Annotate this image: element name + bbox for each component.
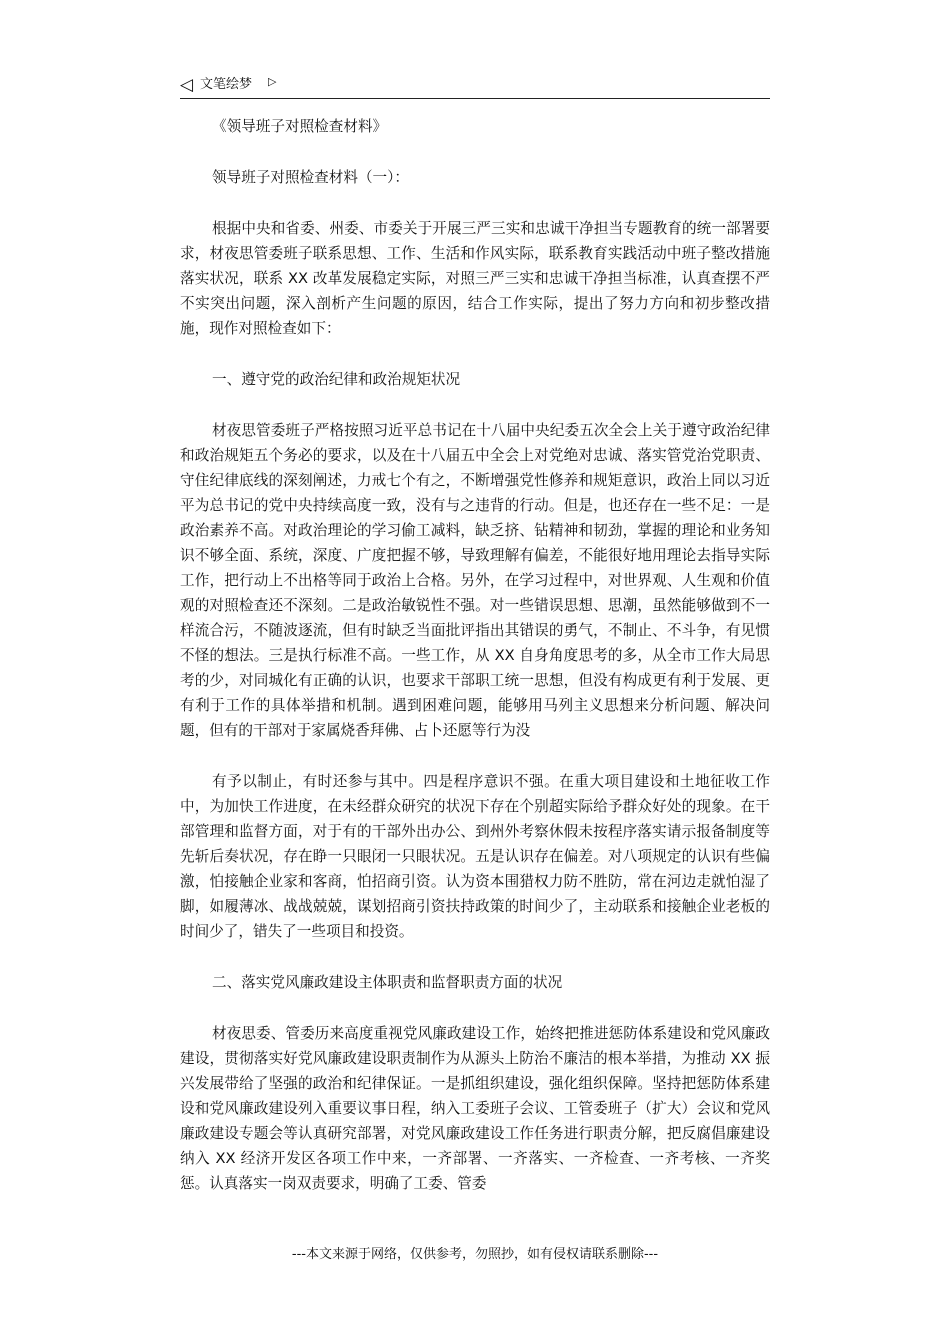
footer-notice: ---本文来源于网络，仅供参考，勿照抄，如有侵权请联系删除--- [291, 1247, 659, 1262]
page-header [180, 74, 770, 99]
brand-name: 文笔绘梦 [200, 77, 253, 92]
document-title: 《领导班子对照检查材料》 [212, 118, 388, 135]
section1-heading: 一、遵守党的政治纪律和政治规矩状况 [212, 371, 461, 388]
document-body [180, 114, 770, 1222]
section1-paragraph-1: 材夜思管委班子严格按照习近平总书记在十八届中央纪委五次全会上关于遵守政治纪律和政治规矩五个务必的要求，以及在十八届五中全会上对党绝对忠诚、落实管党治党职责、守住纪律底线的深刻阐述，力戒七个有之，不断增强党性修养和规矩意识，政治上同以习近平为总书记的党中央持续高度一致，没有与之违背的行动。但是，也还存在一些不足：一是政治素养不高。对政治理论的学习偷工减料，缺乏挤、钻精神和韧劲，掌握的理论和业务知识不够全面、系统，深度、广度把握不够，导致理解有偏差，不能很好地用理论去指导实际工作，把行动上不出格等同于政治上合格。另外，在学习过程中，对世界观、人生观和价值观的对照检查还不深刻。二是政治敏锐性不强。对一些错误思想、思潮，虽然能够做到不一样流合污，不随波逐流，但有时缺乏当面批评指出其错误的勇气，不制止、不斗争，有见惯不怪的想法。三是执行标准不高。一些工作，从 XX 自身角度思考的多，从全市工作大局思考的少，对同城化有正确的认识，也要求干部职工统一思想，但没有构成更有利于发展、更有利于工作的具体举措和机制。遇到困难问题，能够用马列主义思想来分析问题、解决问题，但有的干部对于家属烧香拜佛、占卜还愿等行为没 [180, 422, 770, 739]
document-subtitle: 领导班子对照检查材料（一）： [212, 169, 410, 186]
section2-paragraph-1: 材夜思委、管委历来高度重视党风廉政建设工作，始终把推进惩防体系建设和党风廉政建设，贯彻落实好党风廉政建设职责制作为从源头上防治不廉洁的根本举措，为推动 XX 振兴发展带给了坚强的政治和纪律保证。一是抓组织建设，强化组织保障。坚持把惩防体系建设和党风廉政建设列入重要议事日程，纳入工委班子会议、工管委班子（扩大）会议和党风廉政建设专题会等认真研究部署，对党风廉政建设工作任务进行职责分解，把反腐倡廉建设纳入 XX 经济开发区各项工作中来，一齐部署、一齐落实、一齐检查、一齐考核、一齐奖惩。认真落实一岗双责要求，明确了工委、管委 [180, 1025, 770, 1192]
triangle-right-outline-icon: ▷ [268, 75, 277, 88]
section2-heading: 二、落实党风廉政建设主体职责和监督职责方面的状况 [212, 974, 563, 991]
triangle-left-outline-icon: ◁ [180, 75, 194, 95]
intro-paragraph: 根据中央和省委、州委、市委关于开展三严三实和忠诚干净担当专题教育的统一部署要求，材夜思管委班子联系思想、工作、生活和作风实际，联系教育实践活动中班子整改措施落实状况，联系 XX 改革发展稳定实际，对照三严三实和忠诚干净担当标准，认真查摆不严不实突出问题，深入剖析产生问题的原因，结合工作实际，提出了努力方向和初步整改措施，现作对照检查如下： [180, 220, 770, 337]
section1-paragraph-2: 有予以制止，有时还参与其中。四是程序意识不强。在重大项目建设和土地征收工作中，为加快工作进度，在未经群众研究的状况下存在个别超实际给予群众好处的现象。在干部管理和监督方面，对于有的干部外出办公、到州外考察休假未按程序落实请示报备制度等先斩后奏状况，存在睁一只眼闭一只眼状况。五是认识存在偏差。对八项规定的认识有些偏激，怕接触企业家和客商，怕招商引资。认为资本围猎权力防不胜防，常在河边走就怕湿了脚，如履薄冰、战战兢兢，谋划招商引资扶持政策的时间少了，主动联系和接触企业老板的时间少了，错失了一些项目和投资。 [180, 773, 770, 940]
